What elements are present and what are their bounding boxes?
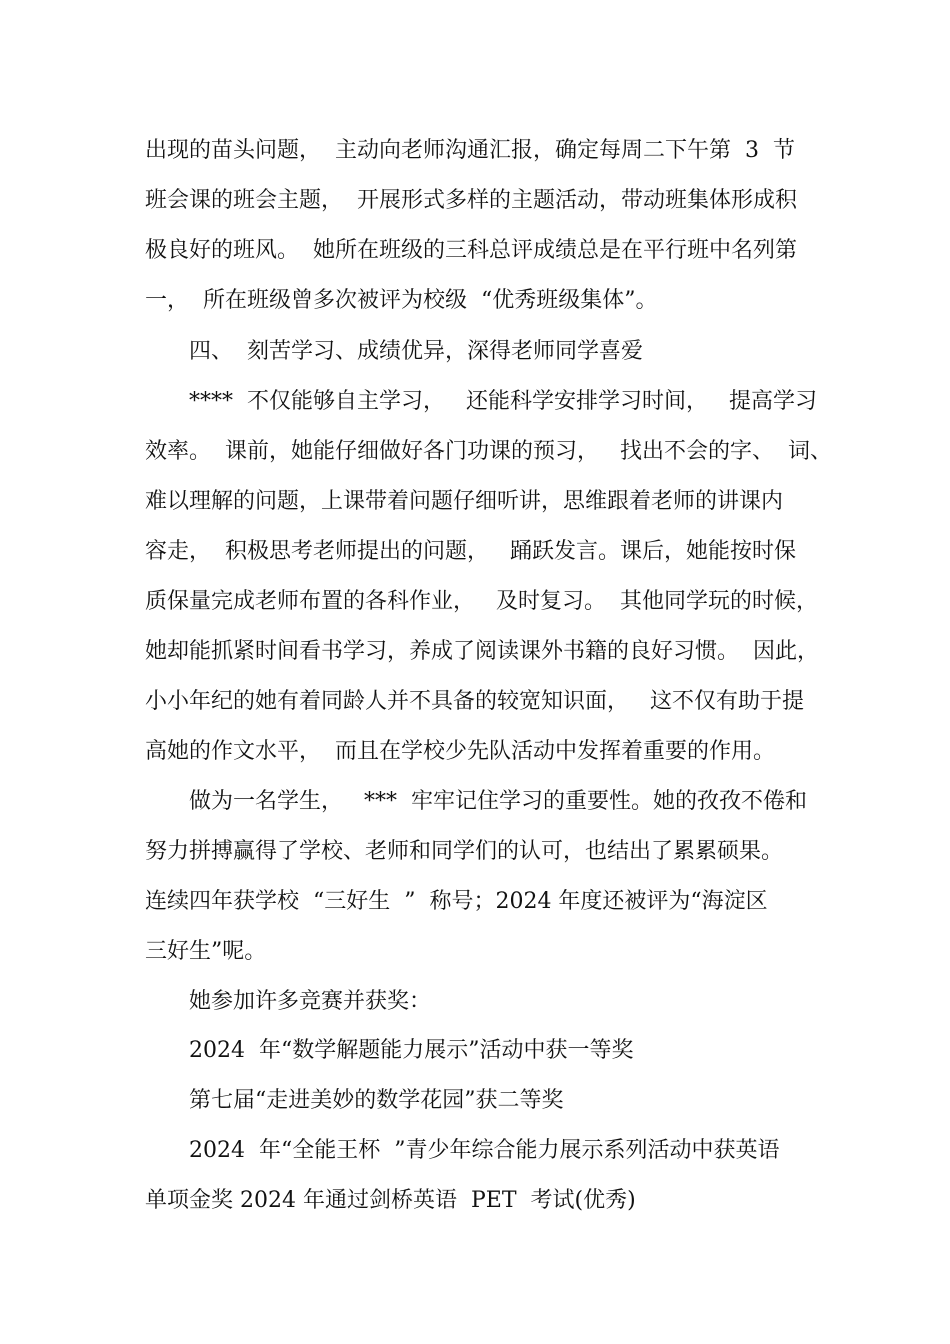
paragraph-line: 努力拼搏赢得了学校、老师和同学们的认可，也结出了累累硕果。	[145, 839, 784, 864]
paragraph-line: 三好生”呢。	[145, 939, 267, 964]
paragraph-line: 效率。 课前，她能仔细做好各门功课的预习， 找出不会的字、 词、	[145, 439, 832, 464]
award-item: 2024 年“数学解题能力展示”活动中获一等奖	[189, 1038, 634, 1063]
paragraph-line: 她却能抓紧时间看书学习，养成了阅读课外书籍的良好习惯。 因此，	[145, 639, 819, 664]
award-item: 2024 年“全能王杯 ”青少年综合能力展示系列活动中获英语	[189, 1138, 780, 1163]
paragraph-line: 质保量完成老师布置的各科作业， 及时复习。 其他同学玩的时候，	[145, 589, 818, 614]
paragraph-line: 做为一名学生， *** 牢牢记住学习的重要性。她的孜孜不倦和	[189, 789, 807, 814]
award-item: 第七届“走进美妙的数学花园”获二等奖	[189, 1088, 564, 1113]
award-item: 单项金奖 2024 年通过剑桥英语 PET 考试(优秀)	[145, 1188, 636, 1213]
section-heading: 四、 刻苦学习、成绩优异，深得老师同学喜爱	[189, 339, 643, 364]
paragraph-line: 小小年纪的她有着同龄人并不具备的较宽知识面， 这不仅有助于提	[145, 689, 804, 714]
list-intro: 她参加许多竞赛并获奖：	[189, 989, 432, 1014]
paragraph-line: 难以理解的问题，上课带着问题仔细听讲，思维跟着老师的讲课内	[145, 489, 784, 514]
paragraph-line: 极良好的班风。 她所在班级的三科总评成绩总是在平行班中名列第	[145, 238, 797, 263]
paragraph-line: 班会课的班会主题， 开展形式多样的主题活动，带动班集体形成积	[145, 188, 797, 213]
paragraph-line: 容走， 积极思考老师提出的问题， 踊跃发言。课后，她能按时保	[145, 539, 796, 564]
paragraph-line: 高她的作文水平， 而且在学校少先队活动中发挥着重要的作用。	[145, 739, 775, 764]
paragraph-line: 连续四年获学校 “三好生 ” 称号；2024 年度还被评为“海淀区	[145, 889, 768, 914]
paragraph-line: 一， 所在班级曾多次被评为校级 “优秀班级集体”。	[145, 288, 658, 313]
paragraph-line: **** 不仅能够自主学习， 还能科学安排学习时间， 提高学习	[189, 389, 817, 414]
paragraph-line: 出现的苗头问题， 主动向老师沟通汇报，确定每周二下午第 3 节	[145, 138, 795, 163]
